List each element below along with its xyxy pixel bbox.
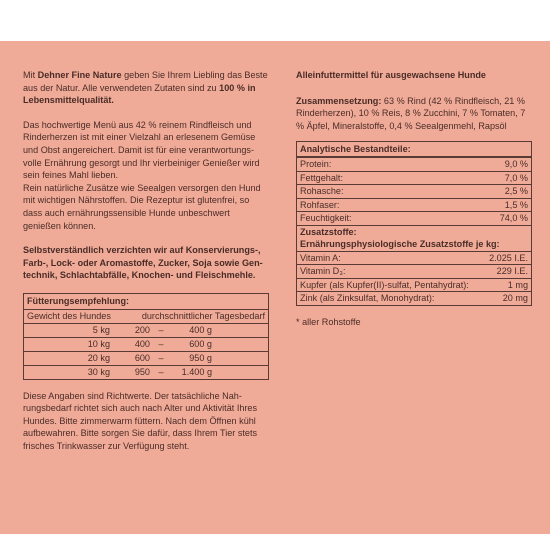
analysis-row (297, 157, 531, 171)
feeding-from: 200 (134, 324, 150, 335)
additive-row-label: Zink (als Zinksulfat, Monohydrat): (300, 293, 435, 304)
analysis-row-label: Feuchtigkeit: (300, 213, 352, 224)
product-label-panel (0, 41, 550, 534)
feeding-rows (24, 324, 268, 379)
feeding-col-weight: Gewicht des Hundes (27, 310, 111, 321)
feeding-from: 400 (134, 338, 150, 349)
quality-claim: 100 % in Lebensmittelqualität. (23, 82, 256, 106)
analysis-row-value: 1,5 % (504, 199, 528, 210)
intro-mid: geben Sie Ihrem Liebling das Beste aus der Natur. Alle verwendeten Zutaten sind zu (23, 70, 268, 93)
feeding-to: 600 g (189, 338, 212, 349)
feeding-weight: 5 kg (92, 324, 110, 335)
exclusions-text: Selbstverständlich verzichten wir auf Konservierungs-, Farb-, Lock- oder Aromastoffe, Zucker, Soja sowie Gen-technik, Schlachtabfälle, Knochen- und Fleischmehle. (23, 245, 263, 281)
additive-row (297, 264, 531, 278)
additive-row-label: Vitamin D₃: (300, 266, 346, 277)
feeding-to: 950 g (189, 352, 212, 363)
feeding-row (24, 337, 268, 351)
additives-title: Zusatzstoffe: (297, 225, 531, 239)
feeding-to: 400 g (189, 324, 212, 335)
additive-row-value: 20 mg (502, 293, 528, 304)
additive-row-value: 2.025 I.E. (489, 252, 528, 263)
exclusions-paragraph (23, 244, 269, 282)
analysis-row (297, 184, 531, 198)
intro-pre: Mit (23, 70, 38, 80)
feeding-table (23, 293, 269, 380)
analysis-table (296, 141, 532, 306)
feeding-from: 600 (134, 352, 150, 363)
analysis-row-label: Rohasche: (300, 186, 344, 197)
feeding-header-row (24, 310, 268, 324)
intro-paragraph (23, 69, 269, 107)
analysis-row-value: 9,0 % (504, 159, 528, 170)
analysis-row-label: Protein: (300, 159, 332, 170)
analysis-row-value: 7,0 % (504, 172, 528, 183)
right-column (296, 69, 532, 328)
brand-name: Dehner Fine Nature (37, 70, 122, 80)
feeding-row (24, 365, 268, 379)
description-paragraph: Das hochwertige Menü aus 42 % reinem Rindfleisch und Rinderherzen ist mit einer Vielzahl an erlesenem Gemüse und Obst angereichert. Damit ist für eine verantwortungs-volle Ernährung gesorgt und Ihr vierbeiniger Genießer wird sein feines Mahl lieben. (23, 119, 260, 181)
feeding-dash: – (158, 324, 164, 335)
notes-paragraph: Diese Angaben sind Richtwerte. Der tatsächliche Nah-rungsbedarf richtet sich auch nach Alter und Aktivität Ihres Hundes. Bitte zimmerwarm füttern. Nach dem Öffnen kühl aufbewahren. Bitte sorgen Sie dafür, dass Ihrem Tier stets frisches Trinkwasser zur Verfügung steht. (23, 390, 258, 451)
additives-paragraph: Rein natürliche Zusätze wie Seealgen versorgen den Hund mit wichtigen Nährstoffen. Die Rezeptur ist glutenfrei, so dass auch ernährungssensible Hunde unbeschwert genießen können. (23, 182, 261, 231)
composition-text: 63 % Rind (42 % Rindfleisch, 21 % Rinderherzen), 10 % Reis, 8 % Zucchini, 7 % Tomaten, 7 % Äpfel, Mineralstoffe, 0,4 % Seealgenmehl, Rapsöl (296, 95, 526, 131)
analysis-row (297, 211, 531, 225)
additive-row-value: 1 mg (507, 279, 528, 290)
feeding-dash: – (158, 338, 164, 349)
analysis-rows (297, 157, 531, 225)
footnote: * aller Rohstoffe (296, 316, 361, 327)
feeding-title: Fütterungsempfehlung: (24, 294, 268, 310)
additive-row (297, 291, 531, 305)
additives-subtitle: Ernährungsphysiologische Zusatzstoffe je kg: (300, 239, 500, 250)
analysis-row-value: 74,0 % (499, 213, 528, 224)
feeding-from: 950 (134, 366, 150, 377)
feeding-row (24, 324, 268, 337)
additive-row (297, 251, 531, 265)
feeding-weight: 20 kg (87, 352, 110, 363)
left-column (23, 69, 269, 452)
additive-row (297, 278, 531, 292)
additive-row-label: Vitamin A: (300, 252, 341, 263)
analysis-row-label: Fettgehalt: (300, 172, 343, 183)
analysis-row (297, 171, 531, 185)
analysis-row (297, 198, 531, 212)
feeding-dash: – (158, 352, 164, 363)
feeding-col-demand: durchschnittlicher Tagesbedarf (141, 310, 265, 321)
product-type-title: Alleinfuttermittel für ausgewachsene Hunde (296, 70, 486, 80)
feeding-dash: – (158, 366, 164, 377)
analysis-title: Analytische Bestandteile: (297, 142, 531, 157)
analysis-row-label: Rohfaser: (300, 199, 340, 210)
feeding-weight: 30 kg (87, 366, 110, 377)
composition-paragraph (296, 95, 532, 133)
composition-label: Zusammensetzung: (296, 95, 382, 106)
feeding-row (24, 351, 268, 365)
additive-row-label: Kupfer (als Kupfer(II)-sulfat, Pentahydrat): (300, 279, 469, 290)
additives-rows (297, 251, 531, 305)
feeding-to: 1.400 g (181, 366, 212, 377)
analysis-row-value: 2,5 % (504, 186, 528, 197)
feeding-weight: 10 kg (87, 338, 110, 349)
additive-row-value: 229 I.E. (496, 266, 528, 277)
